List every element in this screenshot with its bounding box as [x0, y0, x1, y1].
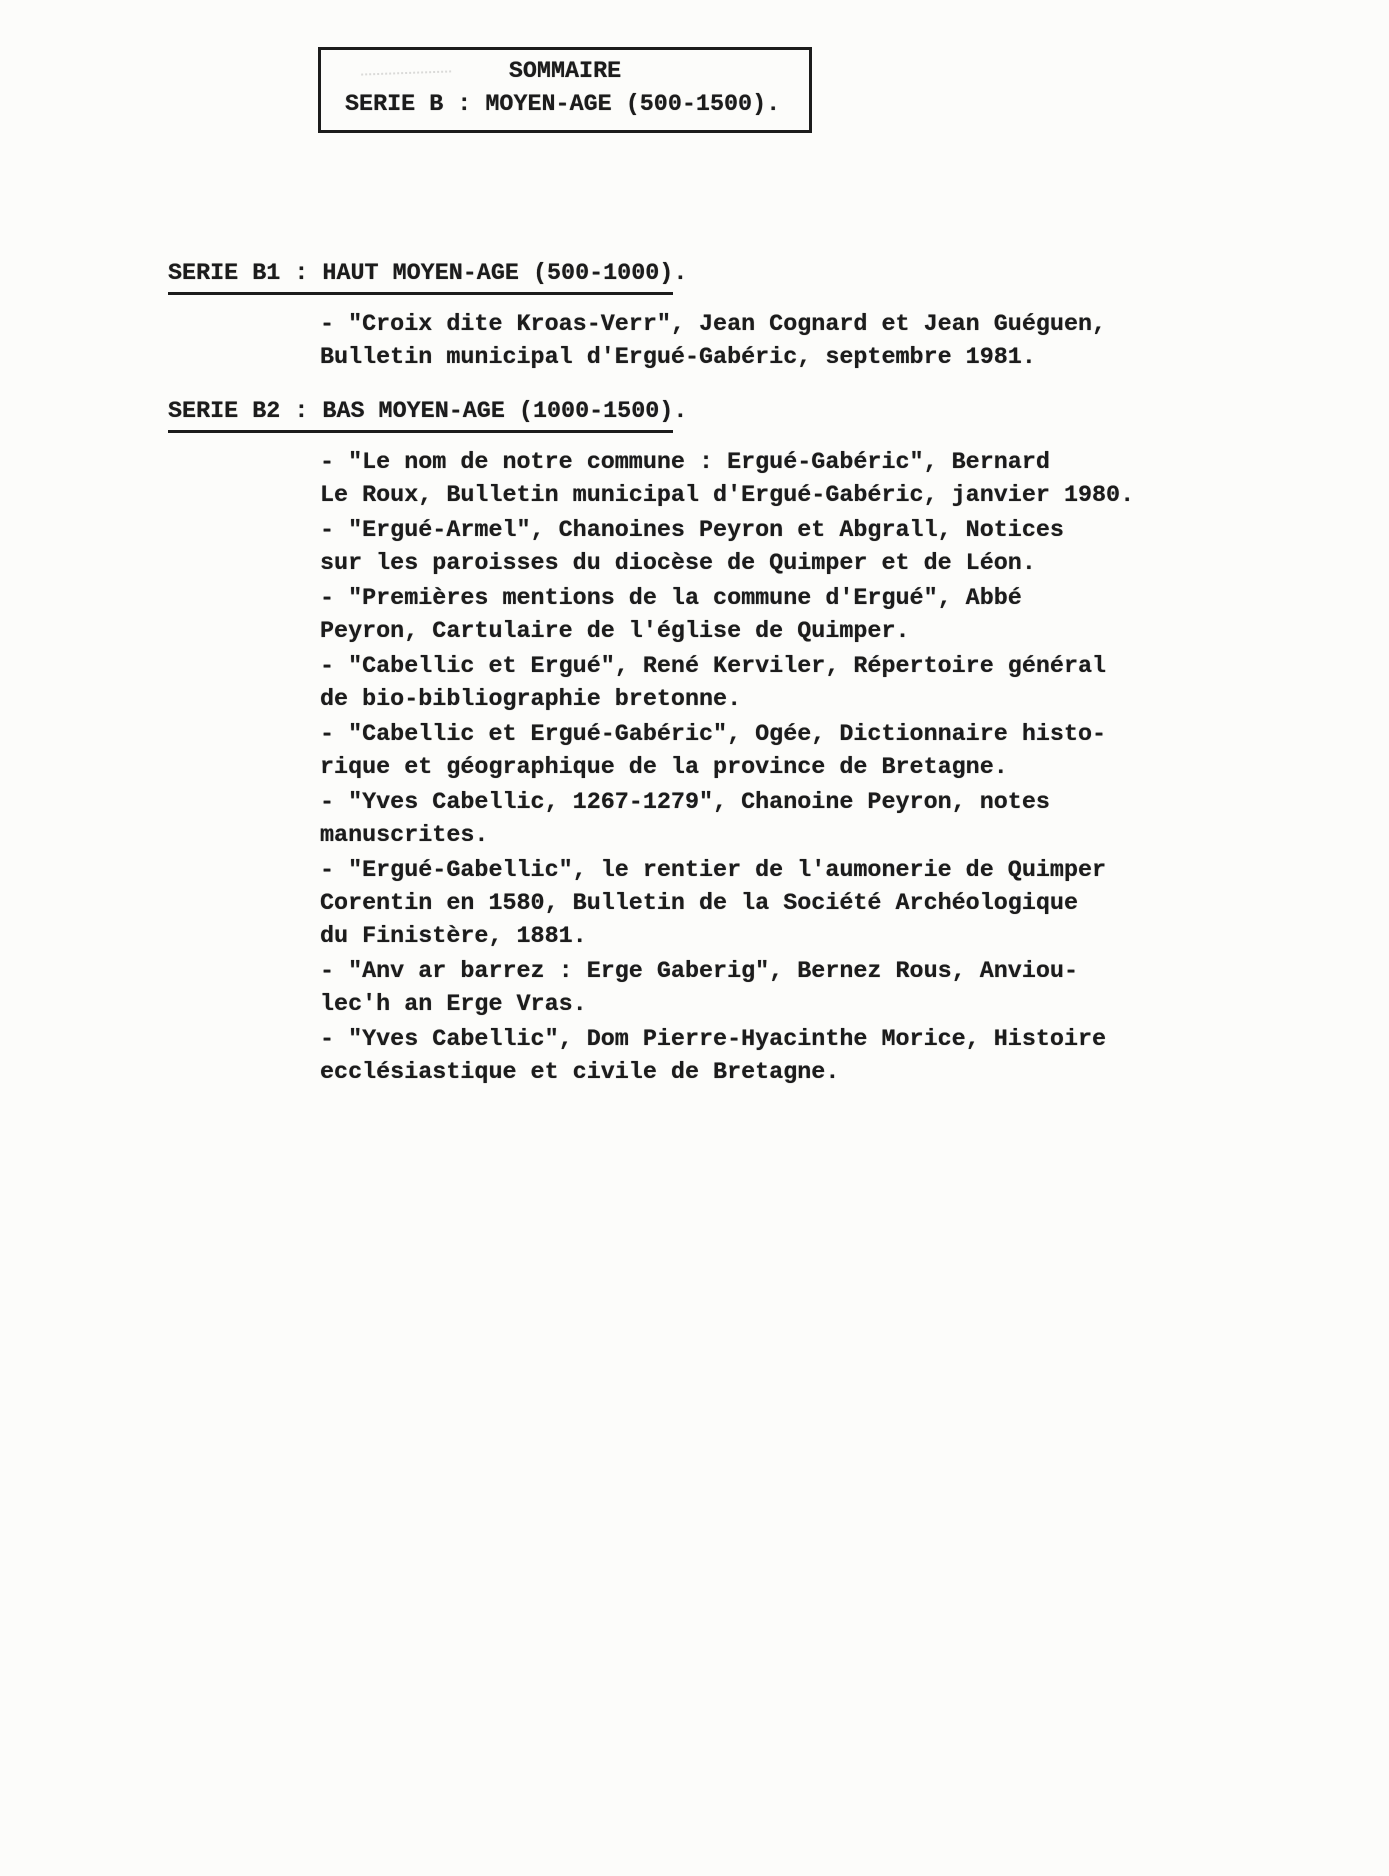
bibliography-entry	[320, 787, 1134, 853]
bibliography-entry	[320, 719, 1134, 785]
entry-line: - "Cabellic et Ergué-Gabéric", Ogée, Dictionnaire histo-	[320, 722, 1107, 748]
entry-line: lec'h an Erge Vras.	[320, 992, 587, 1018]
entry-line: Peyron, Cartulaire de l'église de Quimper.	[320, 619, 910, 645]
summary-box	[318, 47, 812, 133]
entry-line: sur les paroisses du diocèse de Quimper et de Léon.	[320, 551, 1036, 577]
entry-line: Bulletin municipal d'Ergué-Gabéric, septembre 1981.	[320, 345, 1036, 371]
bibliography-entry	[320, 583, 1134, 649]
bibliography-entry	[320, 1024, 1134, 1090]
bibliography-entry	[320, 515, 1134, 581]
entry-line: Le Roux, Bulletin municipal d'Ergué-Gabéric, janvier 1980.	[320, 483, 1135, 509]
section-heading-b1-text: SERIE B1 : HAUT MOYEN-AGE (500-1000)	[168, 258, 673, 295]
section-heading-b1-period: .	[673, 261, 688, 287]
entries-b2	[320, 447, 1134, 1090]
entry-line: - "Le nom de notre commune : Ergué-Gabéric", Bernard	[320, 450, 1050, 476]
section-serie-b2	[0, 396, 1134, 1092]
entry-line: - "Ergué-Gabellic", le rentier de l'aumonerie de Quimper	[320, 858, 1107, 884]
entry-line: - "Yves Cabellic", Dom Pierre-Hyacinthe Morice, Histoire	[320, 1027, 1107, 1053]
entry-line: de bio-bibliographie bretonne.	[320, 687, 742, 713]
section-serie-b1	[0, 258, 1106, 377]
bibliography-entry	[320, 855, 1134, 954]
entry-line: Corentin en 1580, Bulletin de la Société Archéologique	[320, 891, 1078, 917]
entries-b1	[320, 309, 1106, 375]
entry-line: - "Anv ar barrez : Erge Gaberig", Bernez Rous, Anviou-	[320, 959, 1078, 985]
bibliography-entry	[320, 651, 1134, 717]
section-heading-b2-text: SERIE B2 : BAS MOYEN-AGE (1000-1500)	[168, 396, 673, 433]
bibliography-entry	[320, 309, 1106, 375]
entry-line: manuscrites.	[320, 823, 489, 849]
section-heading-b2-period: .	[673, 399, 688, 425]
entry-line: du Finistère, 1881.	[320, 924, 587, 950]
bibliography-entry	[320, 447, 1134, 513]
entry-line: - "Ergué-Armel", Chanoines Peyron et Abgrall, Notices	[320, 518, 1064, 544]
section-heading-b1	[168, 258, 1106, 295]
section-heading-b2	[168, 396, 1134, 433]
entry-line: - "Premières mentions de la commune d'Ergué", Abbé	[320, 586, 1022, 612]
entry-line: - "Cabellic et Ergué", René Kerviler, Répertoire général	[320, 654, 1107, 680]
entry-line: rique et géographique de la province de Bretagne.	[320, 755, 1008, 781]
entry-line: - "Croix dite Kroas-Verr", Jean Cognard et Jean Guéguen,	[320, 312, 1107, 338]
bibliography-entry	[320, 956, 1134, 1022]
summary-title: SOMMAIRE	[508, 59, 622, 85]
summary-subtitle: SERIE B : MOYEN-AGE (500-1500).	[345, 92, 781, 118]
entry-line: - "Yves Cabellic, 1267-1279", Chanoine Peyron, notes	[320, 790, 1050, 816]
entry-line: ecclésiastique et civile de Bretagne.	[320, 1060, 840, 1086]
